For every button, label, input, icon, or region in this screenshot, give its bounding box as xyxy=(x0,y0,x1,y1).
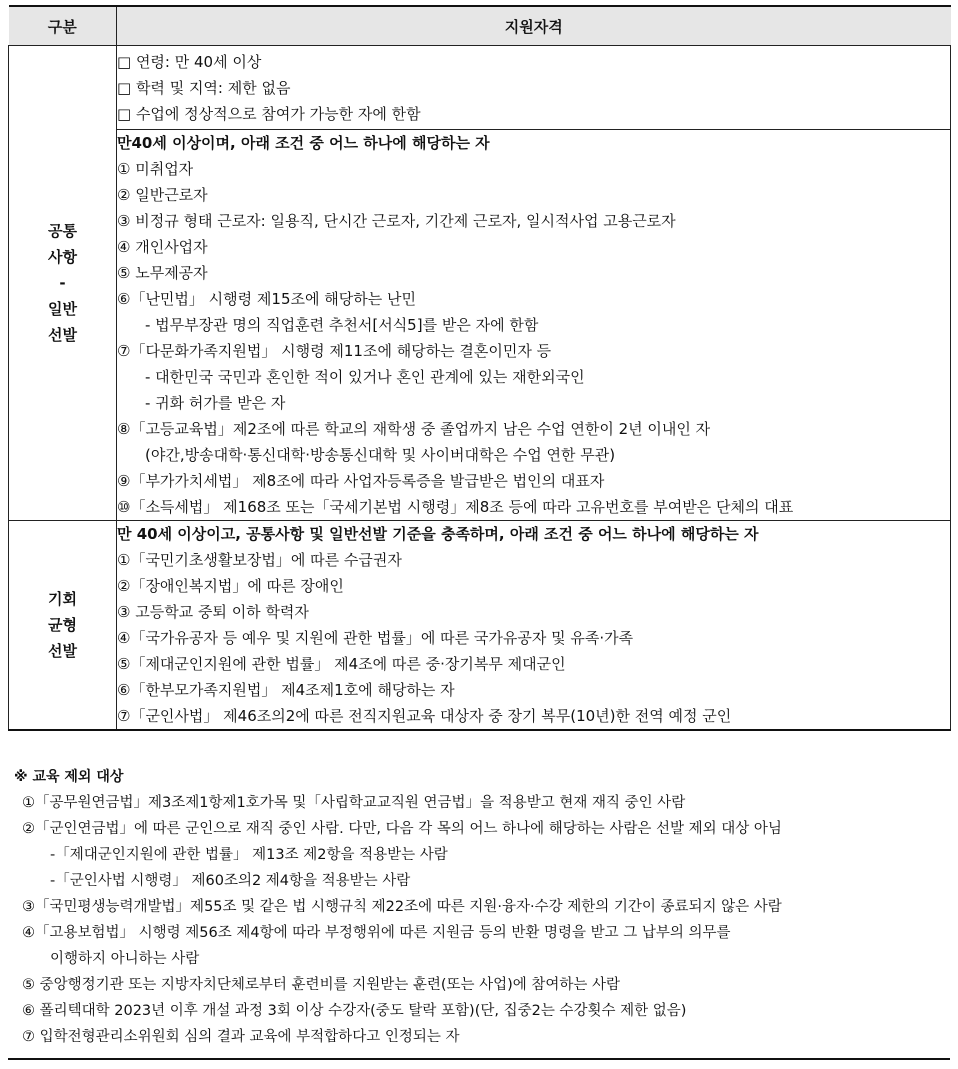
checkbox-item: □ 수업에 정상적으로 참여가 가능한 자에 한함 xyxy=(117,105,421,123)
category-label xyxy=(9,218,116,348)
exclusion-item: ⑤ 중앙행정기관 또는 지방자치단체로부터 훈련비를 지원받는 훈련(또는 사업)에 참여하는 사람 xyxy=(22,977,621,993)
condition-item: ④「국가유공자 등 예우 및 지원에 관한 법률」에 따른 국가유공자 및 유족·가족 xyxy=(117,629,634,647)
exclusion-item: ④「고용보험법」 시행령 제56조 제4항에 따라 부정행위에 따른 지원금 등의 반환 명령을 받고 그 납부의 의무를 xyxy=(22,925,731,941)
category-line: 균형 xyxy=(48,616,77,634)
bottom-rule xyxy=(8,1058,950,1060)
condition-item: ⑤ 노무제공자 xyxy=(117,264,208,282)
category-line: 공통 xyxy=(48,222,77,240)
category-line: - xyxy=(59,274,66,292)
category-common-general xyxy=(9,46,117,521)
category-line: 선발 xyxy=(48,642,77,660)
section-common-basic-row xyxy=(9,46,951,130)
condition-item: ⑤「제대군인지원에 관한 법률」 제4조에 따른 중·장기복무 제대군인 xyxy=(117,655,566,673)
exclusion-subitem: -「제대군인지원에 관한 법률」 제13조 제2항을 적용받는 사람 xyxy=(50,847,448,863)
condition-item: ④ 개인사업자 xyxy=(117,238,208,256)
opportunity-conditions xyxy=(117,521,951,731)
condition-item: ③ 고등학교 중퇴 이하 학력자 xyxy=(117,603,309,621)
condition-subitem: - 대한민국 국민과 혼인한 적이 있거나 혼인 관계에 있는 재한외국인 xyxy=(145,368,585,386)
condition-item: ⑨「부가가치세법」 제8조에 따라 사업자등록증을 발급받은 법인의 대표자 xyxy=(117,472,605,490)
exclusion-subitem: -「군인사법 시행령」 제60조의2 제4항을 적용받는 사람 xyxy=(50,873,411,889)
exclusion-item: ⑥ 폴리텍대학 2023년 이후 개설 과정 3회 이상 수강자(중도 탈락 포함)(단, 집중2는 수강횟수 제한 없음) xyxy=(22,1003,687,1019)
condition-item: ③ 비정규 형태 근로자: 일용직, 단시간 근로자, 기간제 근로자, 일시적사업 고용근로자 xyxy=(117,212,676,230)
condition-item: ⑥「난민법」 시행령 제15조에 해당하는 난민 xyxy=(117,290,416,308)
category-opportunity-balance xyxy=(9,521,117,731)
condition-item: ⑦「다문화가족지원법」 시행령 제11조에 해당하는 결혼이민자 등 xyxy=(117,342,552,360)
condition-item: ⑩「소득세법」 제168조 또는「국세기본법 시행령」제8조 등에 따라 고유번호를 부여받은 단체의 대표 xyxy=(117,498,794,516)
exclusion-subitem: 이행하지 아니하는 사람 xyxy=(50,951,200,967)
condition-item: ⑦「군인사법」 제46조의2에 따른 전직지원교육 대상자 중 장기 복무(10년)한 전역 예정 군인 xyxy=(117,707,732,725)
opportunity-title: 만 40세 이상이고, 공통사항 및 일반선발 기준을 충족하며, 아래 조건 중 어느 하나에 해당하는 자 xyxy=(117,525,759,543)
table-header-row xyxy=(9,6,951,46)
category-label xyxy=(9,586,116,664)
conditions-title: 만40세 이상이며, 아래 조건 중 어느 하나에 해당하는 자 xyxy=(117,134,490,152)
condition-item: ①「국민기초생활보장법」에 따른 수급권자 xyxy=(117,551,402,569)
basic-requirements-list xyxy=(117,49,950,127)
condition-subitem: (야간,방송대학·통신대학·방송통신대학 및 사이버대학은 수업 연한 무관) xyxy=(145,446,616,464)
condition-item: ⑥「한부모가족지원법」 제4조제1호에 해당하는 자 xyxy=(117,681,455,699)
category-line: 기회 xyxy=(48,590,77,608)
exclusion-item: ②「군인연금법」에 따른 군인으로 재직 중인 사람. 다만, 다음 각 목의 어느 하나에 해당하는 사람은 선발 제외 대상 아님 xyxy=(22,821,782,837)
exclusion-list xyxy=(14,790,944,1050)
exclusion-item: ①「공무원연금법」제3조제1항제1호가목 및「사립학교교직원 연금법」을 적용받고 현재 재직 중인 사람 xyxy=(22,795,686,811)
exclusion-notes xyxy=(14,764,944,1050)
opportunity-conditions-list xyxy=(117,547,950,729)
checkbox-item: □ 학력 및 지역: 제한 없음 xyxy=(117,79,291,97)
conditions-list xyxy=(117,156,950,520)
condition-item: ① 미취업자 xyxy=(117,160,194,178)
general-conditions xyxy=(117,130,951,521)
exclusion-item: ⑦ 입학전형관리소위원회 심의 결과 교육에 부적합하다고 인정되는 자 xyxy=(22,1029,460,1045)
condition-subitem: - 귀화 허가를 받은 자 xyxy=(145,394,286,412)
category-line: 선발 xyxy=(48,326,77,344)
condition-item: ②「장애인복지법」에 따른 장애인 xyxy=(117,577,344,595)
category-line: 일반 xyxy=(48,300,77,318)
section-opportunity-row xyxy=(9,521,951,731)
condition-item: ⑧「고등교육법」제2조에 따른 학교의 재학생 중 졸업까지 남은 수업 연한이 2년 이내인 자 xyxy=(117,420,711,438)
header-eligibility: 지원자격 xyxy=(117,6,951,46)
checkbox-item: □ 연령: 만 40세 이상 xyxy=(117,53,262,71)
basic-requirements xyxy=(117,46,951,130)
condition-subitem: - 법무부장관 명의 직업훈련 추천서[서식5]를 받은 자에 한함 xyxy=(145,316,539,334)
eligibility-table xyxy=(8,5,951,731)
section-common-conditions-row xyxy=(9,130,951,521)
exclusion-item: ③「국민평생능력개발법」제55조 및 같은 법 시행규칙 제22조에 따른 지원·융자·수강 제한의 기간이 종료되지 않은 사람 xyxy=(22,899,782,915)
exclusion-title: ※ 교육 제외 대상 xyxy=(14,769,124,785)
header-category: 구분 xyxy=(9,6,117,46)
category-line: 사항 xyxy=(48,248,77,266)
condition-item: ② 일반근로자 xyxy=(117,186,208,204)
